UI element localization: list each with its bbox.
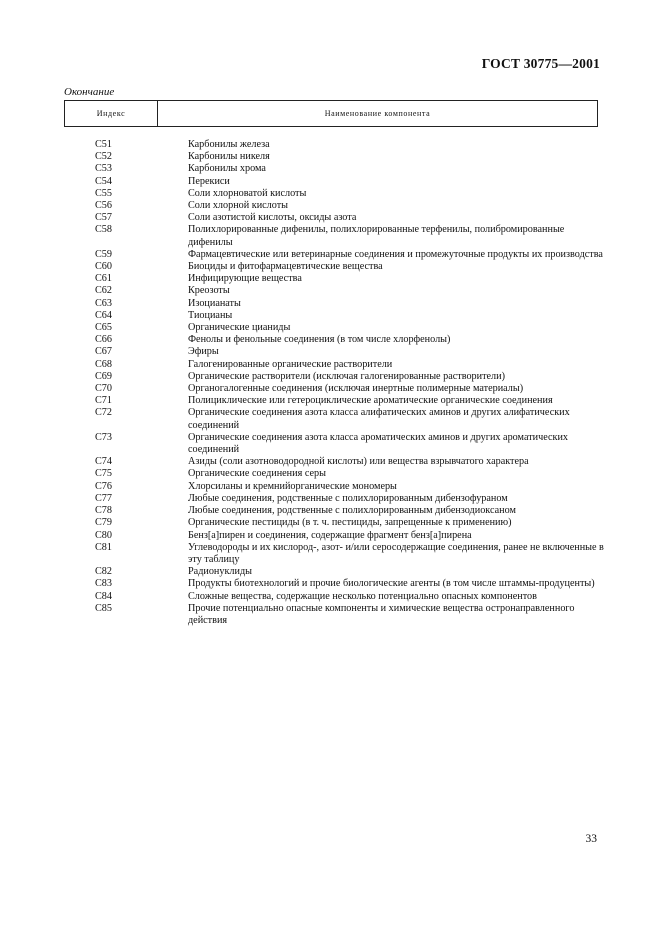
table-row: [95, 334, 605, 346]
table-row: [95, 249, 605, 261]
table-row: [95, 151, 605, 163]
row-index-code: C74: [95, 456, 112, 468]
table-header: [64, 100, 598, 127]
row-index-code: C65: [95, 322, 112, 334]
table-row: [95, 432, 605, 456]
table-row: [95, 566, 605, 578]
row-index-code: C71: [95, 395, 112, 407]
row-index-code: C52: [95, 151, 112, 163]
page-number: 33: [585, 833, 597, 845]
row-index-code: C60: [95, 261, 112, 273]
standard-number: ГОСТ 30775—2001: [481, 56, 600, 71]
table-row: [95, 530, 605, 542]
row-index-code: C70: [95, 383, 112, 395]
row-component-name: Карбонилы железа: [188, 139, 270, 150]
row-component-name: Биоциды и фитофармацевтические вещества: [188, 261, 383, 273]
row-index-code: C79: [95, 517, 112, 529]
row-component-name: Эфиры: [188, 346, 219, 358]
table-row: [95, 176, 605, 188]
row-component-name: Изоцианаты: [188, 297, 241, 309]
row-component-name: Перекиси: [188, 175, 230, 187]
row-component-name: Органические растворители (исключая галогенированные растворители): [188, 370, 505, 382]
row-index-code: C81: [95, 541, 112, 553]
row-index-code: C67: [95, 346, 112, 358]
table-row: [95, 493, 605, 505]
row-component-name: Полициклические или гетероциклические ароматические органические соединения: [188, 395, 553, 407]
row-index-code: C73: [95, 431, 112, 443]
row-index-code: C53: [95, 163, 112, 175]
table-row: [95, 603, 605, 627]
table-row: [95, 273, 605, 285]
row-index-code: C61: [95, 273, 112, 285]
row-component-name: Органические пестициды (в т. ч. пестициды, запрещенные к применению): [188, 517, 512, 529]
row-component-name: Азиды (соли азотноводородной кислоты) или вещества взрывчатого характера: [188, 456, 529, 468]
row-component-name: Фенолы и фенольные соединения (в том числе хлорфенолы): [188, 334, 451, 346]
row-component-name: Карбонилы хрома: [188, 163, 266, 175]
row-index-code: C55: [95, 187, 112, 199]
table-row: [95, 456, 605, 468]
row-component-name: Инфицирующие вещества: [188, 273, 302, 285]
continuation-label: Окончание: [64, 86, 115, 98]
table-row: [95, 346, 605, 358]
column-header-index: Индекс: [65, 101, 158, 126]
table-row: [95, 359, 605, 371]
table-row: [95, 407, 605, 431]
row-component-name: Любые соединения, родственные с полихлорированным дибензофураном: [188, 492, 508, 504]
row-component-name: Соли азотистой кислоты, оксиды азота: [188, 212, 357, 224]
table-row: [95, 395, 605, 407]
table-row: [95, 517, 605, 529]
row-index-code: C76: [95, 480, 112, 492]
table-row: [95, 163, 605, 175]
row-component-name: Галогенированные органические растворители: [188, 358, 393, 370]
row-index-code: C77: [95, 492, 112, 504]
row-index-code: C85: [95, 602, 112, 614]
table-row: [95, 261, 605, 273]
column-header-name: Наименование компонента: [324, 109, 431, 118]
row-component-name: Органические соединения азота класса ароматических аминов и других ароматических соединений: [188, 431, 569, 456]
table-row: [95, 310, 605, 322]
row-index-code: C72: [95, 407, 112, 419]
row-component-name: Любые соединения, родственные с полихлорированным дибензодиоксаном: [188, 505, 516, 517]
row-index-code: C84: [95, 590, 112, 602]
row-component-name: Фармацевтические или ветеринарные соединения и промежуточные продукты их производства: [188, 248, 603, 260]
table-row: [95, 200, 605, 212]
row-index-code: C59: [95, 248, 112, 260]
table-row: [95, 591, 605, 603]
table-row: [95, 542, 605, 566]
table-row: [95, 224, 605, 248]
row-component-name: Продукты биотехнологий и прочие биологические агенты (в том числе штаммы-продуценты): [188, 578, 595, 590]
row-component-name: Сложные вещества, содержащие несколько потенциально опасных компонентов: [188, 590, 537, 602]
row-index-code: C51: [95, 139, 112, 150]
table-row: [95, 285, 605, 297]
row-component-name: Органические соединения азота класса алифатических аминов и других алифатических соединений: [188, 407, 570, 431]
row-index-code: C64: [95, 309, 112, 321]
table-row: [95, 212, 605, 224]
row-component-name: Органогалогенные соединения (исключая инертные полимерные материалы): [188, 383, 524, 395]
row-component-name: Полихлорированные дифенилы, полихлорированные терфенилы, полибромированные дифенилы: [188, 224, 565, 248]
row-component-name: Углеводороды и их кислород-, азот- и/или серосодержащие соединения, ранее не включенные в эту таблицу: [188, 541, 604, 565]
row-index-code: C83: [95, 578, 112, 590]
table-row: [95, 371, 605, 383]
table-row: [95, 383, 605, 395]
row-component-name: Соли хлорноватой кислоты: [188, 187, 307, 199]
table-row: [95, 298, 605, 310]
table-row: [95, 322, 605, 334]
row-component-name: Креозоты: [188, 285, 230, 297]
row-index-code: C66: [95, 334, 112, 346]
row-component-name: Органические цианиды: [188, 322, 291, 334]
row-index-code: C68: [95, 358, 112, 370]
row-component-name: Органические соединения серы: [188, 468, 326, 480]
row-index-code: C80: [95, 529, 112, 541]
table-row: [95, 578, 605, 590]
row-component-name: Тиоцианы: [188, 309, 233, 321]
row-index-code: C57: [95, 212, 112, 224]
row-component-name: Радионуклиды: [188, 566, 252, 578]
row-component-name: Соли хлорной кислоты: [188, 200, 289, 212]
table-row: [95, 139, 605, 151]
table-row: [95, 468, 605, 480]
row-component-name: Карбонилы никеля: [188, 151, 270, 163]
row-index-code: C82: [95, 566, 112, 578]
row-component-name: Хлорсиланы и кремнийорганические мономеры: [188, 480, 397, 492]
row-index-code: C69: [95, 370, 112, 382]
row-index-code: C63: [95, 297, 112, 309]
row-index-code: C56: [95, 200, 112, 212]
row-index-code: C78: [95, 505, 112, 517]
table-row: [95, 505, 605, 517]
table-body: [95, 139, 605, 627]
row-index-code: C54: [95, 175, 112, 187]
row-index-code: C75: [95, 468, 112, 480]
row-component-name: Прочие потенциально опасные компоненты и химические вещества остронаправленного действия: [188, 602, 575, 626]
table-row: [95, 188, 605, 200]
row-index-code: C62: [95, 285, 112, 297]
row-component-name: Бенз[а]пирен и соединения, содержащие фрагмент бенз[а]пирена: [188, 529, 472, 541]
row-index-code: C58: [95, 224, 112, 236]
table-row: [95, 481, 605, 493]
